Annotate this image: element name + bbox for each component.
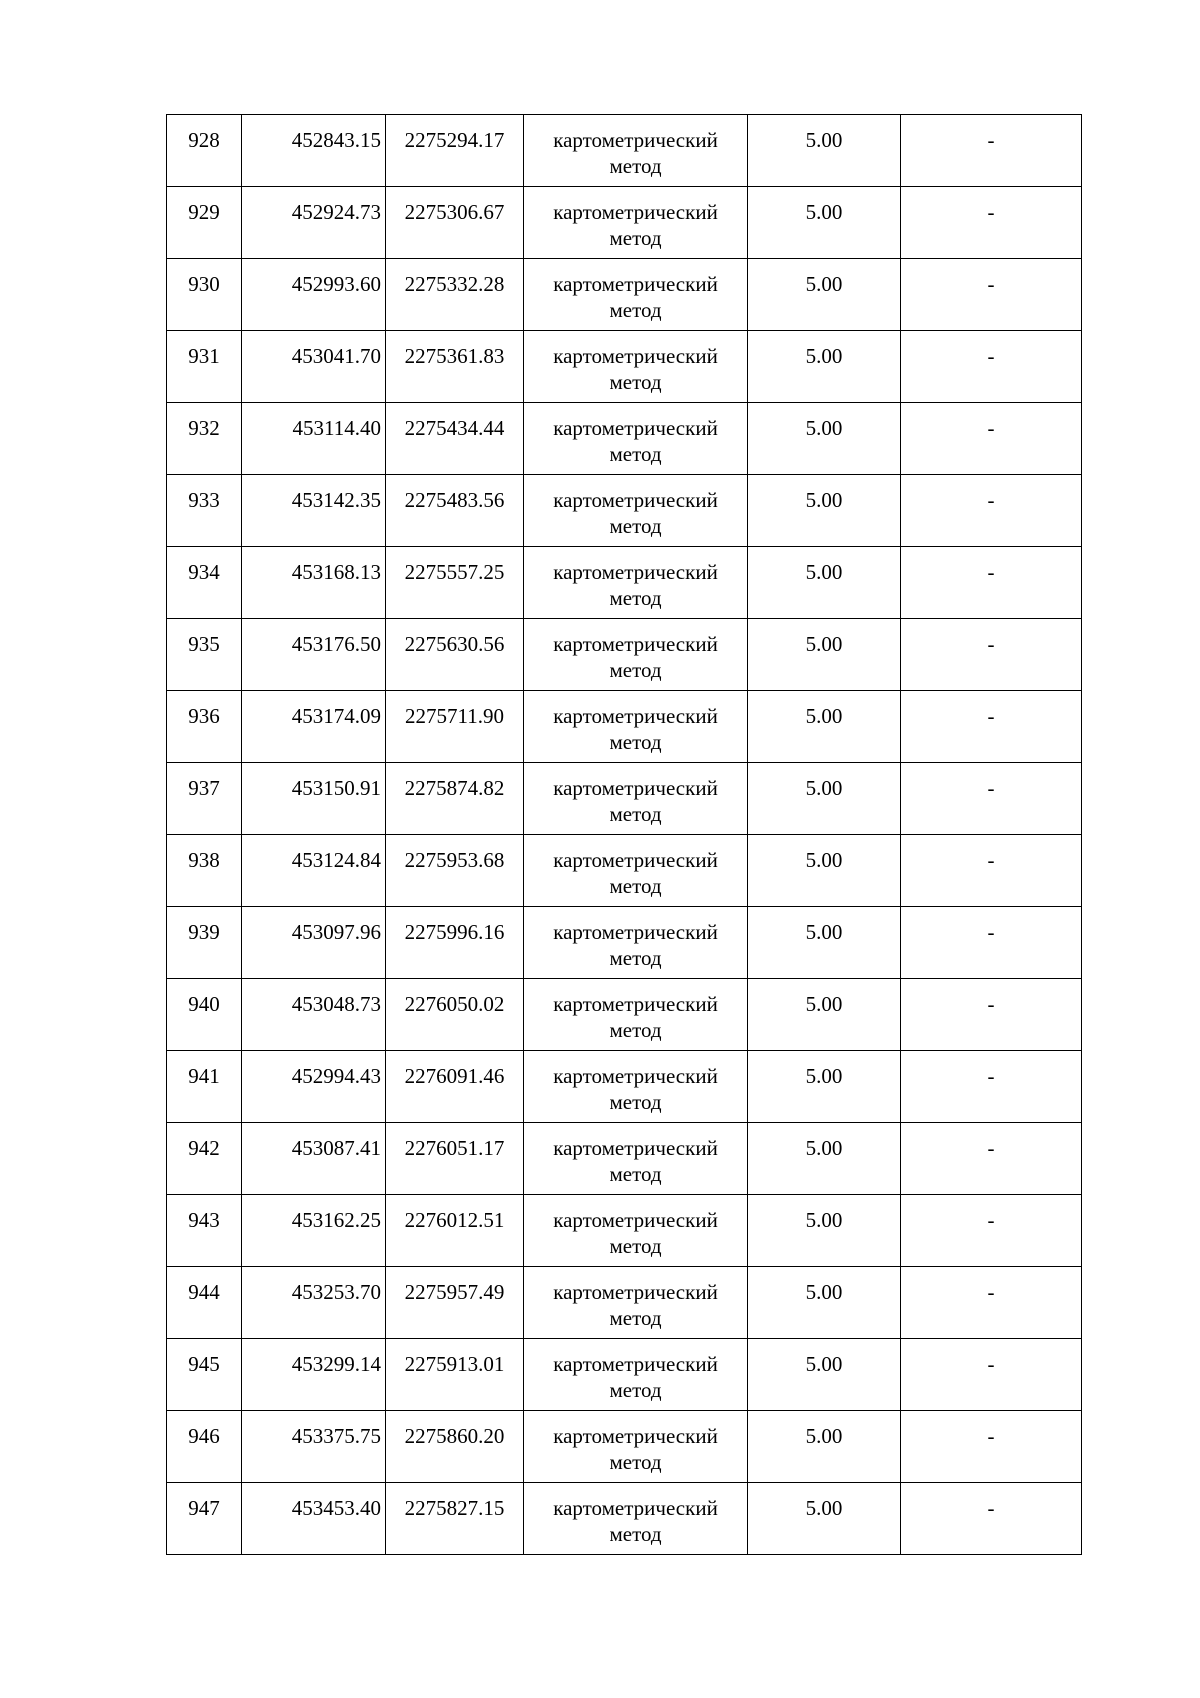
table-row (167, 1411, 1082, 1483)
x-coordinate-cell: 453041.70 (242, 331, 386, 403)
note-cell: - (901, 331, 1082, 403)
method-cell: картометрический метод (524, 1195, 748, 1267)
accuracy-cell: 5.00 (748, 835, 901, 907)
point-number-cell: 943 (167, 1195, 242, 1267)
point-number-cell: 940 (167, 979, 242, 1051)
x-coordinate-cell: 453453.40 (242, 1483, 386, 1555)
coordinates-table-body (167, 115, 1082, 1555)
accuracy-cell: 5.00 (748, 1267, 901, 1339)
method-cell: картометрический метод (524, 115, 748, 187)
accuracy-cell: 5.00 (748, 1411, 901, 1483)
y-coordinate-cell: 2275827.15 (386, 1483, 524, 1555)
accuracy-cell: 5.00 (748, 259, 901, 331)
accuracy-cell: 5.00 (748, 403, 901, 475)
table-row (167, 1483, 1082, 1555)
point-number-cell: 944 (167, 1267, 242, 1339)
note-cell: - (901, 619, 1082, 691)
method-cell: картометрический метод (524, 619, 748, 691)
note-cell: - (901, 1123, 1082, 1195)
accuracy-cell: 5.00 (748, 619, 901, 691)
method-cell: картометрический метод (524, 475, 748, 547)
accuracy-cell: 5.00 (748, 763, 901, 835)
x-coordinate-cell: 453142.35 (242, 475, 386, 547)
method-cell: картометрический метод (524, 691, 748, 763)
note-cell: - (901, 1051, 1082, 1123)
y-coordinate-cell: 2276012.51 (386, 1195, 524, 1267)
accuracy-cell: 5.00 (748, 979, 901, 1051)
note-cell: - (901, 403, 1082, 475)
y-coordinate-cell: 2275483.56 (386, 475, 524, 547)
accuracy-cell: 5.00 (748, 1051, 901, 1123)
method-cell: картометрический метод (524, 763, 748, 835)
note-cell: - (901, 907, 1082, 979)
y-coordinate-cell: 2275557.25 (386, 547, 524, 619)
x-coordinate-cell: 452924.73 (242, 187, 386, 259)
x-coordinate-cell: 453176.50 (242, 619, 386, 691)
accuracy-cell: 5.00 (748, 1123, 901, 1195)
point-number-cell: 941 (167, 1051, 242, 1123)
point-number-cell: 942 (167, 1123, 242, 1195)
method-cell: картометрический метод (524, 1123, 748, 1195)
point-number-cell: 946 (167, 1411, 242, 1483)
note-cell: - (901, 1483, 1082, 1555)
y-coordinate-cell: 2276091.46 (386, 1051, 524, 1123)
point-number-cell: 937 (167, 763, 242, 835)
y-coordinate-cell: 2275332.28 (386, 259, 524, 331)
accuracy-cell: 5.00 (748, 547, 901, 619)
accuracy-cell: 5.00 (748, 907, 901, 979)
point-number-cell: 945 (167, 1339, 242, 1411)
point-number-cell: 939 (167, 907, 242, 979)
x-coordinate-cell: 453048.73 (242, 979, 386, 1051)
x-coordinate-cell: 452993.60 (242, 259, 386, 331)
note-cell: - (901, 1267, 1082, 1339)
table-row (167, 1123, 1082, 1195)
note-cell: - (901, 1195, 1082, 1267)
x-coordinate-cell: 453150.91 (242, 763, 386, 835)
x-coordinate-cell: 453097.96 (242, 907, 386, 979)
table-row (167, 835, 1082, 907)
table-row (167, 331, 1082, 403)
method-cell: картометрический метод (524, 187, 748, 259)
method-cell: картометрический метод (524, 1267, 748, 1339)
note-cell: - (901, 1339, 1082, 1411)
y-coordinate-cell: 2275630.56 (386, 619, 524, 691)
table-row (167, 547, 1082, 619)
note-cell: - (901, 979, 1082, 1051)
table-row (167, 475, 1082, 547)
accuracy-cell: 5.00 (748, 475, 901, 547)
point-number-cell: 932 (167, 403, 242, 475)
note-cell: - (901, 187, 1082, 259)
point-number-cell: 928 (167, 115, 242, 187)
method-cell: картометрический метод (524, 331, 748, 403)
method-cell: картометрический метод (524, 1339, 748, 1411)
accuracy-cell: 5.00 (748, 115, 901, 187)
y-coordinate-cell: 2275294.17 (386, 115, 524, 187)
method-cell: картометрический метод (524, 547, 748, 619)
note-cell: - (901, 1411, 1082, 1483)
note-cell: - (901, 259, 1082, 331)
note-cell: - (901, 763, 1082, 835)
method-cell: картометрический метод (524, 1051, 748, 1123)
y-coordinate-cell: 2275874.82 (386, 763, 524, 835)
table-row (167, 259, 1082, 331)
point-number-cell: 935 (167, 619, 242, 691)
table-row (167, 763, 1082, 835)
table-row (167, 187, 1082, 259)
method-cell: картометрический метод (524, 259, 748, 331)
point-number-cell: 931 (167, 331, 242, 403)
note-cell: - (901, 835, 1082, 907)
method-cell: картометрический метод (524, 835, 748, 907)
point-number-cell: 933 (167, 475, 242, 547)
accuracy-cell: 5.00 (748, 1195, 901, 1267)
y-coordinate-cell: 2275711.90 (386, 691, 524, 763)
accuracy-cell: 5.00 (748, 1339, 901, 1411)
x-coordinate-cell: 453375.75 (242, 1411, 386, 1483)
y-coordinate-cell: 2275996.16 (386, 907, 524, 979)
accuracy-cell: 5.00 (748, 187, 901, 259)
note-cell: - (901, 115, 1082, 187)
method-cell: картометрический метод (524, 1411, 748, 1483)
table-row (167, 979, 1082, 1051)
x-coordinate-cell: 453168.13 (242, 547, 386, 619)
x-coordinate-cell: 453299.14 (242, 1339, 386, 1411)
table-row (167, 1051, 1082, 1123)
y-coordinate-cell: 2275913.01 (386, 1339, 524, 1411)
table-row (167, 1267, 1082, 1339)
table-row (167, 691, 1082, 763)
x-coordinate-cell: 453124.84 (242, 835, 386, 907)
method-cell: картометрический метод (524, 1483, 748, 1555)
x-coordinate-cell: 453114.40 (242, 403, 386, 475)
table-row (167, 1195, 1082, 1267)
table-row (167, 1339, 1082, 1411)
table-row (167, 619, 1082, 691)
note-cell: - (901, 691, 1082, 763)
y-coordinate-cell: 2276050.02 (386, 979, 524, 1051)
method-cell: картометрический метод (524, 979, 748, 1051)
point-number-cell: 936 (167, 691, 242, 763)
x-coordinate-cell: 452994.43 (242, 1051, 386, 1123)
table-row (167, 907, 1082, 979)
table-row (167, 403, 1082, 475)
y-coordinate-cell: 2275860.20 (386, 1411, 524, 1483)
accuracy-cell: 5.00 (748, 691, 901, 763)
y-coordinate-cell: 2275361.83 (386, 331, 524, 403)
x-coordinate-cell: 452843.15 (242, 115, 386, 187)
note-cell: - (901, 475, 1082, 547)
method-cell: картометрический метод (524, 403, 748, 475)
accuracy-cell: 5.00 (748, 1483, 901, 1555)
point-number-cell: 947 (167, 1483, 242, 1555)
x-coordinate-cell: 453087.41 (242, 1123, 386, 1195)
point-number-cell: 938 (167, 835, 242, 907)
y-coordinate-cell: 2275953.68 (386, 835, 524, 907)
y-coordinate-cell: 2275957.49 (386, 1267, 524, 1339)
table-row (167, 115, 1082, 187)
y-coordinate-cell: 2276051.17 (386, 1123, 524, 1195)
point-number-cell: 930 (167, 259, 242, 331)
point-number-cell: 929 (167, 187, 242, 259)
point-number-cell: 934 (167, 547, 242, 619)
y-coordinate-cell: 2275306.67 (386, 187, 524, 259)
y-coordinate-cell: 2275434.44 (386, 403, 524, 475)
note-cell: - (901, 547, 1082, 619)
coordinates-table (166, 114, 1082, 1555)
method-cell: картометрический метод (524, 907, 748, 979)
x-coordinate-cell: 453162.25 (242, 1195, 386, 1267)
accuracy-cell: 5.00 (748, 331, 901, 403)
x-coordinate-cell: 453253.70 (242, 1267, 386, 1339)
x-coordinate-cell: 453174.09 (242, 691, 386, 763)
